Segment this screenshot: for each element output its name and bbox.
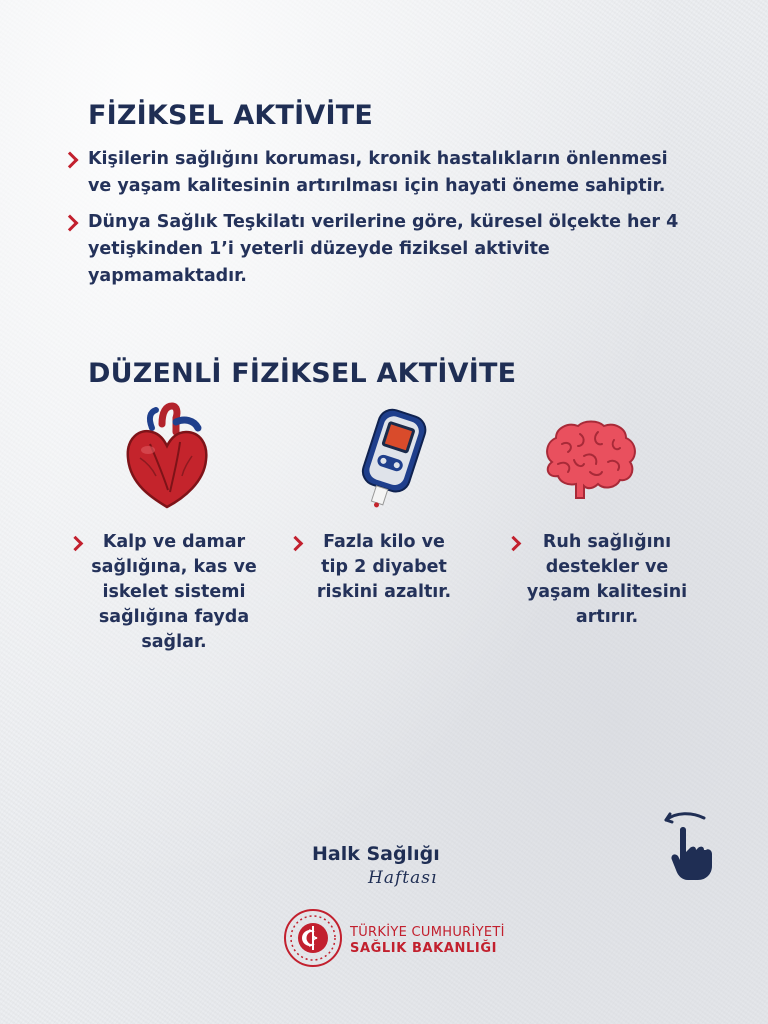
- swipe-hand-icon[interactable]: [660, 808, 716, 882]
- ministry-name-line1: TÜRKİYE CUMHURİYETİ: [350, 925, 505, 940]
- benefit-item: [290, 530, 460, 605]
- glucose-meter-icon: [348, 405, 434, 509]
- ministry-logo: [283, 908, 343, 968]
- chevron-right-icon: [68, 536, 84, 552]
- section-title-regular-activity: DÜZENLİ FİZİKSEL AKTİVİTE: [88, 358, 517, 389]
- chevron-right-icon: [506, 536, 522, 552]
- benefit-text: Fazla kilo ve tip 2 diyabet riskini azaltır.: [316, 532, 452, 602]
- section-title-physical-activity: FİZİKSEL AKTİVİTE: [88, 100, 374, 131]
- campaign-subtitle: Haftası: [368, 868, 438, 888]
- chevron-right-icon: [62, 215, 79, 232]
- bullet-item: [64, 209, 684, 290]
- bullet-text: Kişilerin sağlığını koruması, kronik hastalıkların önlenmesi ve yaşam kalitesinin artırılması için hayati öneme sahiptir.: [88, 149, 668, 196]
- benefit-text: Kalp ve damar sağlığına, kas ve iskelet sistemi sağlığına fayda sağlar.: [91, 532, 257, 652]
- benefit-item: [508, 530, 688, 630]
- heart-icon: [122, 402, 212, 512]
- chevron-right-icon: [62, 152, 79, 169]
- bullet-item: [64, 146, 684, 200]
- chevron-right-icon: [288, 536, 304, 552]
- benefit-item: [70, 530, 260, 655]
- campaign-title: Halk Sağlığı: [312, 843, 440, 865]
- brain-icon: [540, 418, 640, 504]
- benefit-text: Ruh sağlığını destekler ve yaşam kalitesini artırır.: [526, 532, 688, 627]
- ministry-name-line2: SAĞLIK BAKANLIĞI: [350, 941, 498, 956]
- bullet-text: Dünya Sağlık Teşkilatı verilerine göre, küresel ölçekte her 4 yetişkinden 1’i yeterli düzeyde fiziksel aktivite yapmamaktadır.: [88, 212, 679, 286]
